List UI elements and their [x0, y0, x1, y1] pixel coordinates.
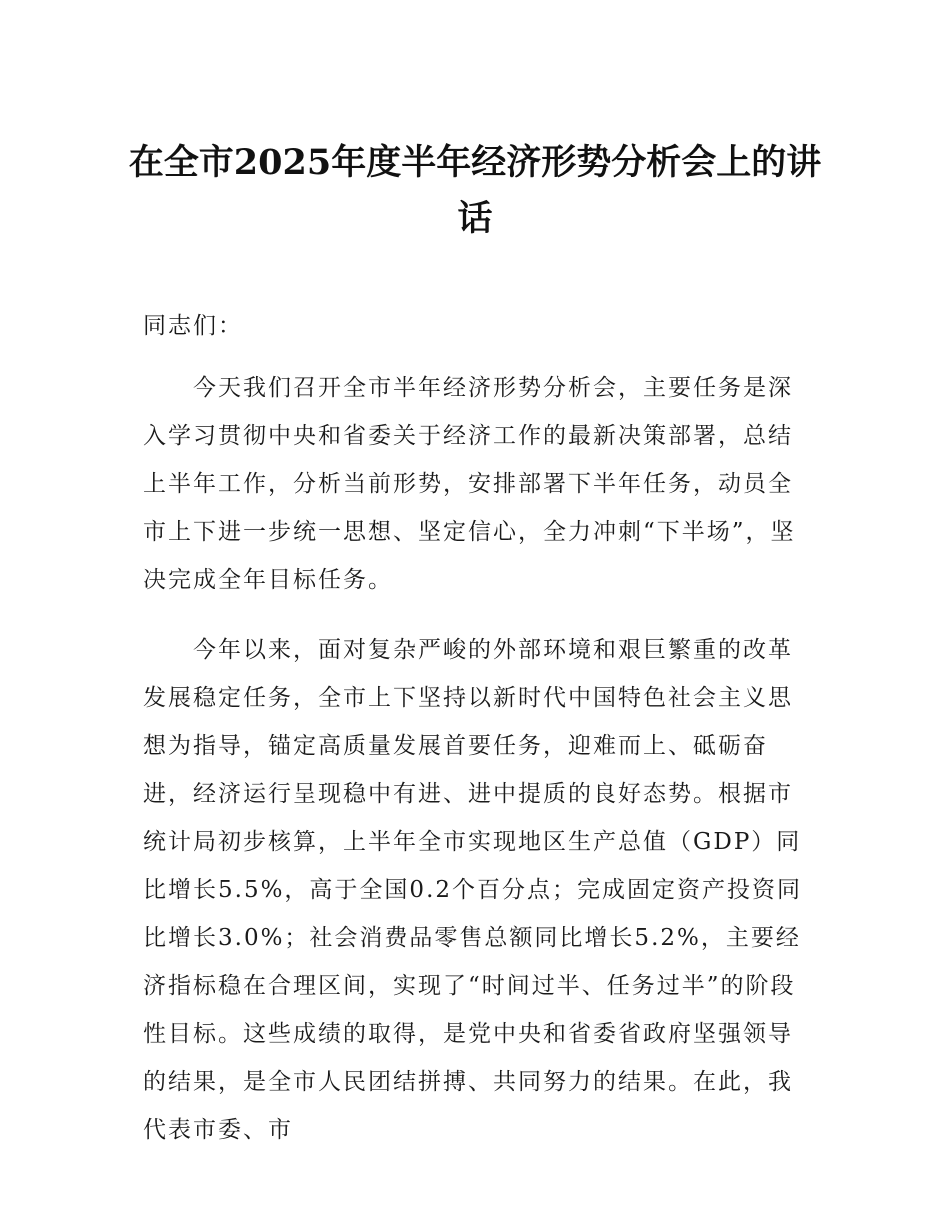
salutation: [143, 306, 815, 346]
paragraph-text: 今天我们召开全市半年经济形势分析会，主要任务是深入学习贯彻中央和省委关于经济工作的最新决策部署，总结上半年工作，分析当前形势，安排部署下半年任务，动员全市上下进一步统一思想、坚定信心，全力冲刺“下半场”，坚决完成全年目标任务。: [143, 375, 796, 593]
paragraph-1: [143, 364, 815, 604]
page-title: 在全市2025年度半年经济形势分析会上的讲话: [128, 142, 822, 240]
salutation-text: 同志们：: [143, 313, 243, 339]
paragraph-2: [143, 626, 815, 1154]
paragraph-text: 今年以来，面对复杂严峻的外部环境和艰巨繁重的改革发展稳定任务，全市上下坚持以新时代中国特色社会主义思想为指导，锚定高质量发展首要任务，迎难而上、砥砺奋进，经济运行呈现稳中有进、进中提质的良好态势。根据市统计局初步核算，上半年全市实现地区生产总值（GDP）同比增长5.5%，高于全国0.2个百分点；完成固定资产投资同比增长3.0%；社会消费品零售总额同比增长5.2%，主要经济指标稳在合理区间，实现了“时间过半、任务过半”的阶段性目标。这些成绩的取得，是党中央和省委省政府坚强领导的结果，是全市人民团结拼搏、共同努力的结果。在此，我代表市委、市: [143, 637, 803, 1143]
